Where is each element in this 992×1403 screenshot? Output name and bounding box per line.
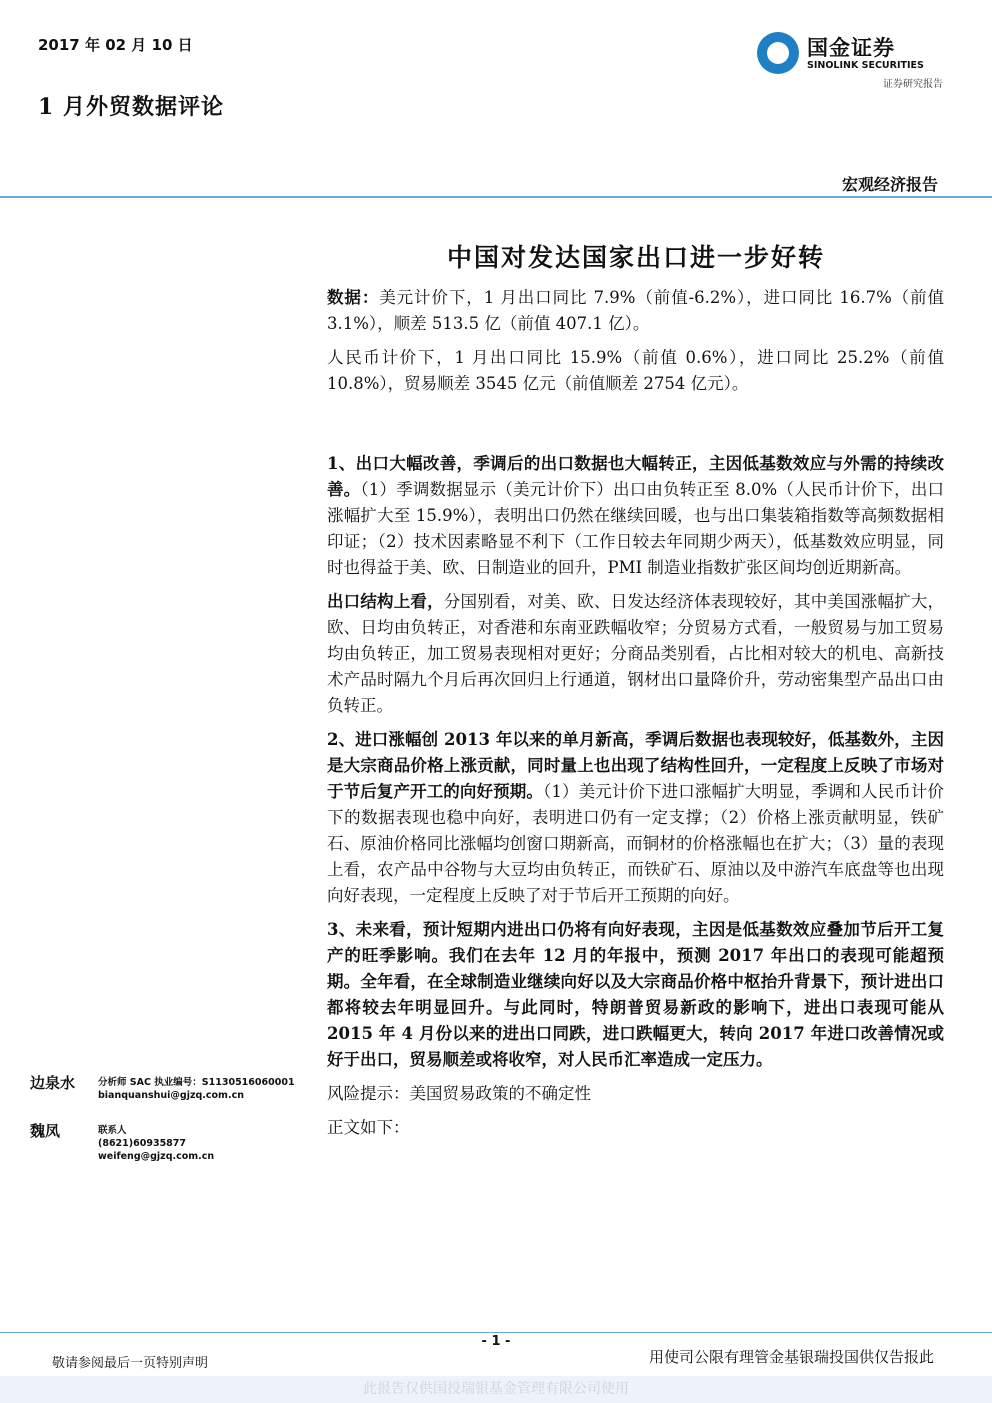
point-1-lead: 1、出口大幅改善，季调后的出口数据也大幅转正，主因低基数效应与外需的持续改善。 — [327, 454, 944, 499]
analyst-info — [98, 1124, 214, 1163]
report-type: 宏观经济报告 — [841, 175, 938, 194]
analyst-email: weifeng@gjzq.com.cn — [98, 1151, 215, 1162]
report-subtitle: 1 月外贸数据评论 — [38, 94, 224, 120]
watermark: 此报告仅供国投瑞银基金管理有限公司使用 — [0, 1376, 992, 1403]
logo-name: 国金证券 — [807, 36, 895, 60]
data-usd-text: 美元计价下，1 月出口同比 7.9%（前值-6.2%），进口同比 16.7%（前值 3.1%），顺差 513.5 亿（前值 407.1 亿）。 — [327, 288, 945, 333]
body-intro: 正文如下： — [327, 1118, 410, 1137]
logo-english-name: SINOLINK SECURITIES — [807, 60, 924, 71]
analyst-list — [30, 1072, 310, 1168]
export-structure-text: 分国别看，对美、欧、日发达经济体表现较好，其中美国涨幅扩大，欧、日均由负转正，对香港和东南亚跌幅收窄；分贸易方式看，一般贸易与加工贸易均由负转正，加工贸易表现相对更好；分商品类别看，占比相对较大的机电、高新技术产品时隔九个月后再次回归上行通道，钢材出口量降价升，劳动密集型产品出口由负转正。 — [327, 592, 945, 715]
export-structure — [327, 589, 944, 719]
analyst-name: 魏凤 — [30, 1122, 61, 1140]
analyst-phone: (8621)60935877 — [98, 1138, 187, 1149]
point-3: 3、未来看，预计短期内进出口仍将有向好表现，主因是低基数效应叠加节后开工复产的旺季影响。我们在去年 12 月的年报中，预测 2017 年出口的表现可能超预期。全年看，在全球制造业继续向好以及大宗商品价格中枢抬升背景下，预计进出口都将较去年明显回升。与此同时，特朗普贸易新政的影响下，进出口表现可能从 2015 年 4 月份以来的进出口同跌，进口跌幅更大，转向 2017 年进口改善情况或好于出口，贸易顺差或将收窄，对人民币汇率造成一定压力。 — [327, 920, 944, 1069]
point-2-text: （1）美元计价下进口涨幅扩大明显，季调和人民币计价下的数据表现也稳中向好，表明进口仍有一定支撑；（2）价格上涨贡献明显，铁矿石、原油价格同比涨幅均创窗口期新高，而铜材的价格涨幅也在扩大；（3）量的表现上看，农产品中谷物与大豆均由负转正，而铁矿石、原油以及中游汽车底盘等也出现向好表现，一定程度上反映了对于节后开工预期的向好。 — [327, 782, 945, 905]
header-divider — [0, 196, 992, 198]
analyst-role: 联系人 — [98, 1125, 127, 1136]
body-column — [327, 285, 944, 1149]
page-number: - 1 - — [481, 1334, 511, 1349]
analyst-email: bianquanshui@gjzq.com.cn — [98, 1090, 244, 1101]
report-date: 2017 年 02 月 10 日 — [38, 36, 193, 54]
point-1-text: （1）季调数据显示（美元计价下）出口由负转正至 8.0%（人民币计价下，出口涨幅扩大至 15.9%），表明出口仍然在继续回暖，也与出口集装箱指数等高频数据相印证；（2）技术因素略显不利下（工作日较去年同期少两天），低基数效应明显，同时也得益于美、欧、日制造业的回升，PMI 制造业指数扩张区间均创近期新高。 — [327, 480, 944, 577]
analyst-card — [30, 1120, 310, 1168]
data-lead: 数据： — [327, 288, 380, 307]
analyst-card — [30, 1072, 310, 1120]
logo-tagline: 证券研究报告 — [883, 79, 943, 90]
spacer — [327, 405, 944, 451]
main-title — [0, 238, 992, 274]
logo-mark-icon — [757, 32, 799, 74]
footer-disclaimer: 敬请参阅最后一页特别声明 — [52, 1356, 209, 1371]
analyst-name: 边泉水 — [30, 1074, 76, 1092]
data-paragraph-rmb: 人民币计价下，1 月出口同比 15.9%（前值 0.6%），进口同比 25.2%（前值 10.8%），贸易顺差 3545 亿元（前值顺差 2754 亿元）。 — [327, 348, 944, 393]
footer-usage-note: 用使司公限有理管金基银瑞投国供仅告报此 — [648, 1348, 934, 1366]
analyst-info — [98, 1076, 295, 1102]
analyst-cert: 分析师 SAC 执业编号：S1130516060001 — [98, 1077, 295, 1088]
footer-divider — [0, 1332, 992, 1333]
point-2 — [327, 727, 944, 909]
export-structure-lead: 出口结构上看， — [327, 592, 444, 611]
risk-note: 风险提示：美国贸易政策的不确定性 — [327, 1084, 591, 1103]
point-2-lead: 2、进口涨幅创 2013 年以来的单月新高，季调后数据也表现较好，低基数外，主因是大宗商品价格上涨贡献，同时量上也出现了结构性回升，一定程度上反映了市场对于节后复产开工的向好预期。 — [327, 730, 944, 801]
company-logo — [757, 32, 947, 92]
data-paragraph-usd — [327, 285, 944, 337]
point-1 — [327, 451, 944, 581]
main-title-text: 中国对发达国家出口进一步好转 — [446, 243, 825, 272]
